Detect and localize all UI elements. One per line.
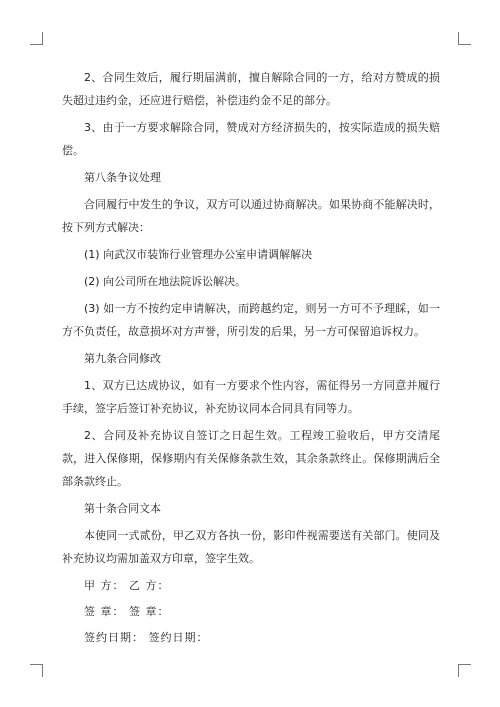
document-body	[62, 66, 440, 652]
article-8-intro: 合同履行中发生的争议，双方可以通过协商解决。如果协商不能解决时，按下列方式解决：	[62, 198, 440, 234]
crop-mark-bottom-right	[458, 664, 471, 677]
signature-seals: 签 章： 签 章：	[84, 605, 170, 618]
article-9-heading: 第九条合同修改	[84, 352, 161, 365]
crop-mark-top-right	[458, 32, 471, 45]
article-8-option-1: (1) 向武汉市装饰行业管理办公室申请调解解决	[84, 248, 313, 261]
article-8-option-2: (2) 向公司所在地法院诉讼解决。	[84, 275, 247, 288]
article-8-option-3: (3) 如一方不按约定申请解决，而跨越约定，则另一方可不予理睬，如一方不负责任，故意损坏对方声誉，所引发的后果，另一方可保留追诉权力。	[62, 302, 440, 338]
article-9-item-1: 1、双方已达成协议，如有一方要求个性内容，需征得另一方同意并履行手续，签字后签订补充协议，补充协议同本合同具有同等力。	[62, 379, 440, 415]
article-9-item-2: 2、合同及补充协议自签订之日起生效。工程竣工验收后，甲方交清尾款，进入保修期，保修期内有关保修条款生效，其余条款终止。保修期满后全部条款终止。	[62, 429, 440, 488]
crop-mark-bottom-left	[30, 664, 43, 677]
signature-parties: 甲 方： 乙 方：	[84, 579, 170, 592]
crop-mark-top-left	[30, 32, 43, 45]
article-8-heading: 第八条争议处理	[84, 171, 161, 184]
article-10-text: 本使同一式贰份，甲乙双方各执一份，影印件视需要送有关部门。使同及补充协议均需加盖双方印章，签字生效。	[62, 529, 440, 565]
article-10-heading: 第十条合同文本	[84, 502, 161, 515]
clause-7-item-3: 3、由于一方要求解除合同，赞成对方经济损失的，按实际造成的损失赔偿。	[62, 121, 440, 157]
signature-dates: 签约日期： 签约日期：	[84, 631, 209, 644]
clause-7-item-2: 2、合同生效后，履行期届满前，擅自解除合同的一方，给对方赞成的损失超过违约金，还应进行赔偿，补偿违约金不足的部分。	[62, 71, 440, 107]
